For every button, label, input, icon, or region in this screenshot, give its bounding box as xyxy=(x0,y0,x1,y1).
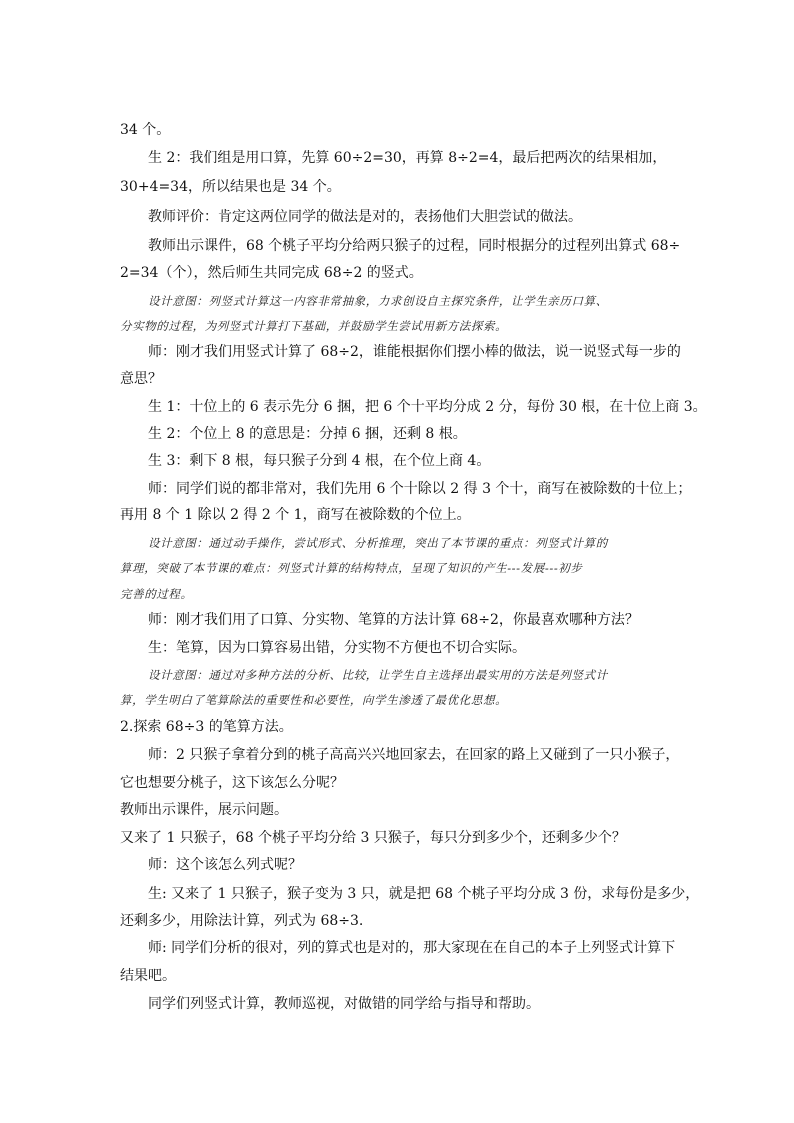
section-heading: 2.探索 68÷3 的笔算方法。 xyxy=(120,719,293,735)
text-line: 同学们列竖式计算，教师巡视，对做错的同学给与指导和帮助。 xyxy=(148,996,540,1012)
text-line: 生 2：我们组是用口算，先算 60÷2=30，再算 8÷2=4，最后把两次的结果相加， xyxy=(148,150,667,166)
text-line: 生 3：剩下 8 根，每只猴子分到 4 根，在个位上商 4。 xyxy=(148,453,491,469)
text-line: 师：刚才我们用了口算、分实物、笔算的方法计算 68÷2，你最喜欢哪种方法？ xyxy=(148,612,639,628)
text-line: 教师出示课件，68 个桃子平均分给两只猴子的过程，同时根据分的过程列出算式 68÷ xyxy=(148,238,681,254)
text-line: 师：这个该怎么列式呢？ xyxy=(148,857,302,873)
design-note-line: 设计意图：通过动手操作，尝试形式、分析推理，突出了本节课的重点：列竖式计算的 xyxy=(148,536,608,550)
design-note-line: 分实物的过程，为列竖式计算打下基础，并鼓励学生尝试用新方法探索。 xyxy=(120,319,508,333)
text-line: 再用 8 个 1 除以 2 得 2 个 1，商写在被除数的个位上。 xyxy=(120,507,471,523)
design-note-line: 算，学生明白了笔算除法的重要性和必要性，向学生渗透了最优化思想。 xyxy=(120,693,508,707)
design-note-line: 设计意图：列竖式计算这一内容非常抽象，力求创设自主探究条件，让学生亲历口算、 xyxy=(148,294,608,308)
text-line: 30+4=34，所以结果也是 34 个。 xyxy=(120,179,341,195)
text-line: 师：同学们说的都非常对，我们先用 6 个十除以 2 得 3 个十，商写在被除数的十位上； xyxy=(148,481,692,497)
text-line: 生：笔算，因为口算容易出错，分实物不方便也不切合实际。 xyxy=(148,640,526,656)
text-line: 2=34（个），然后师生共同完成 68÷2 的竖式。 xyxy=(120,265,423,281)
text-line: 教师评价：肯定这两位同学的做法是对的，表扬他们大胆尝试的做法。 xyxy=(148,209,582,225)
design-note-line: 完善的过程。 xyxy=(120,587,193,601)
text-line: 它也想要分桃子，这下该怎么分呢？ xyxy=(120,775,344,791)
text-line: 生: 又来了 1 只猴子，猴子变为 3 只，就是把 68 个桃子平均分成 3 份，求每份是多少， xyxy=(148,886,700,902)
text-line: 师：2 只猴子拿着分到的桃子高高兴兴地回家去，在回家的路上又碰到了一只小猴子， xyxy=(148,747,680,763)
text-line: 34 个。 xyxy=(120,122,171,138)
text-line: 结果吧。 xyxy=(120,968,176,984)
text-line: 生 1：十位上的 6 表示先分 6 捆，把 6 个十平均分成 2 分，每份 30 根，在十位上商 3。 xyxy=(148,399,707,415)
design-note-line: 设计意图：通过对多种方法的分析、比较，让学生自主选择出最实用的方法是列竖式计 xyxy=(148,668,608,682)
text-line: 师：刚才我们用竖式计算了 68÷2，谁能根据你们摆小棒的做法，说一说竖式每一步的 xyxy=(148,344,681,360)
text-line: 生 2：个位上 8 的意思是：分掉 6 捆，还剩 8 根。 xyxy=(148,426,467,442)
design-note-line: 算理，突破了本节课的难点：列竖式计算的结构特点，呈现了知识的产生---发展---初步 xyxy=(120,561,583,575)
text-line: 师: 同学们分析的很对，列的算式也是对的，那大家现在在自己的本子上列竖式计算下 xyxy=(148,940,676,956)
text-line: 意思？ xyxy=(120,371,162,387)
text-line: 还剩多少，用除法计算，列式为 68÷3. xyxy=(120,913,364,929)
text-line: 又来了 1 只猴子，68 个桃子平均分给 3 只猴子，每只分到多少个，还剩多少个？ xyxy=(120,830,626,846)
text-line: 教师出示课件，展示问题。 xyxy=(120,802,288,818)
